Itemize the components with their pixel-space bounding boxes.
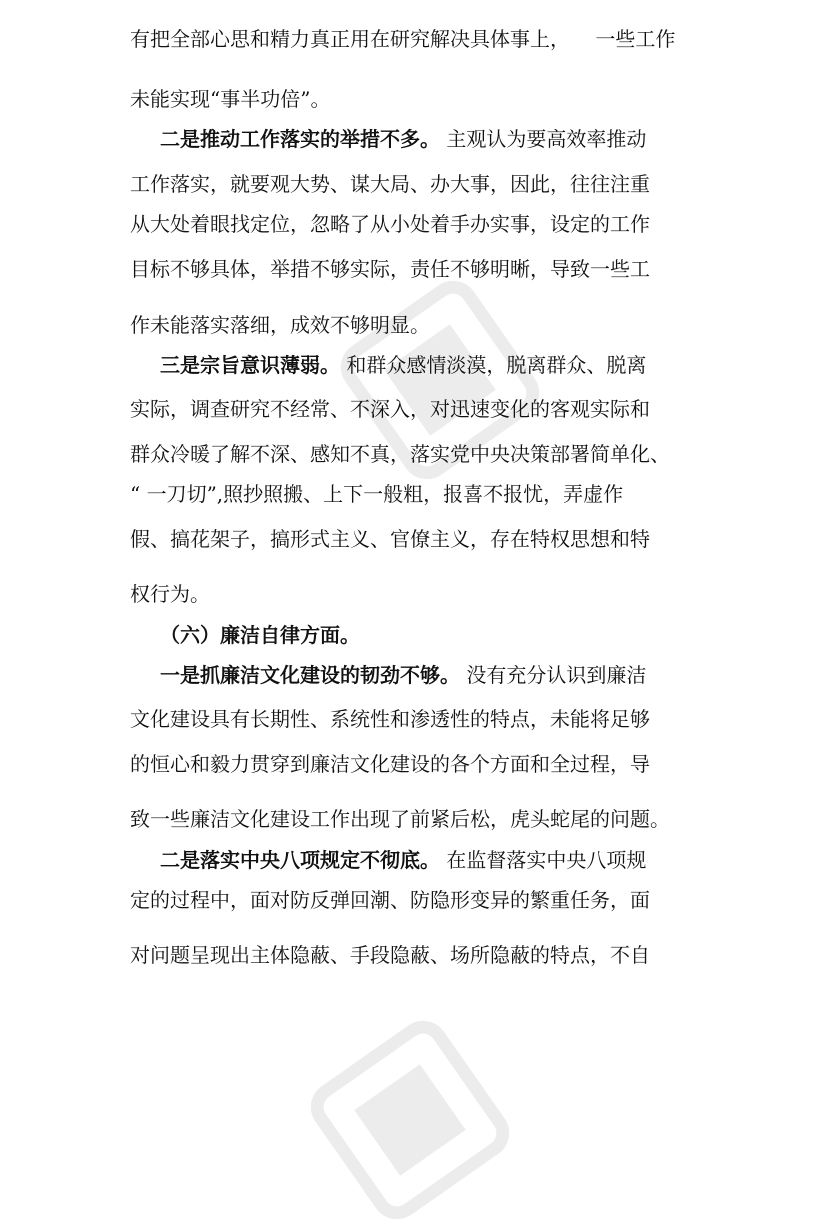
text-line: 作未能落实落细，成效不够明显。 (130, 313, 430, 337)
text-line: “ 一刀切”,照抄照搬、上下一般粗，报喜不报忧，弄虚作 (130, 482, 624, 506)
section-heading: （六）廉洁自律方面。 (160, 623, 360, 647)
text-line: 目标不够具体，举措不够实际，责任不够明晰，导致一些工 (130, 257, 650, 281)
text-line: 对问题呈现出主体隐蔽、手段隐蔽、场所隐蔽的特点，不自 (130, 943, 650, 967)
text-line: 假、搞花架子，搞形式主义、官僚主义，存在特权思想和特 (130, 527, 650, 551)
text-line: 实际，调查研究不经常、不深入，对迅速变化的客观实际和 (130, 397, 650, 421)
paragraph-heading-line: 二是推动工作落实的举措不多。 主观认为要高效率推动 (160, 127, 647, 151)
text-line: 群众冷暖了解不深、感知不真，落实党中央决策部署简单化、 (130, 442, 670, 466)
section-heading-line (160, 618, 830, 652)
paragraph-heading: 三是宗旨意识薄弱。 (160, 353, 340, 377)
text-line: 致一些廉洁文化建设工作出现了前紧后松，虎头蛇尾的问题。 (130, 807, 670, 831)
text-line: 定的过程中，面对防反弹回潮、防隐形变异的繁重任务，面 (130, 888, 650, 912)
paragraph-heading-line: 二是落实中央八项规定不彻底。 在监督落实中央八项规 (160, 848, 647, 872)
text-line: 文化建设具有长期性、系统性和渗透性的特点，未能将足够 (130, 707, 650, 731)
text-line: 的恒心和毅力贯穿到廉洁文化建设的各个方面和全过程，导 (130, 752, 650, 776)
text-line: 有把全部心思和精力真正用在研究解决具体事上， 一些工作 (130, 27, 676, 51)
text-line: 权行为。 (130, 582, 210, 606)
text-line: 从大处着眼找定位，忽略了从小处着手办实事，设定的工作 (130, 212, 650, 236)
text-line: 工作落实，就要观大势、谋大局、办大事，因此，往往注重 (130, 172, 650, 196)
paragraph-heading: 二是推动工作落实的举措不多。 (160, 127, 440, 151)
text-line: 未能实现“事半功倍”。 (130, 87, 331, 111)
paragraph-heading: 二是落实中央八项规定不彻底。 (160, 848, 440, 872)
paragraph-heading-line: 一是抓廉洁文化建设的韧劲不够。 没有充分认识到廉洁 (160, 663, 647, 687)
paragraph-heading-line: 三是宗旨意识薄弱。 和群众感情淡漠，脱离群众、脱离 (160, 353, 647, 377)
watermark-logo-bottom (299, 1009, 522, 1231)
paragraph-heading: 一是抓廉洁文化建设的韧劲不够。 (160, 663, 460, 687)
